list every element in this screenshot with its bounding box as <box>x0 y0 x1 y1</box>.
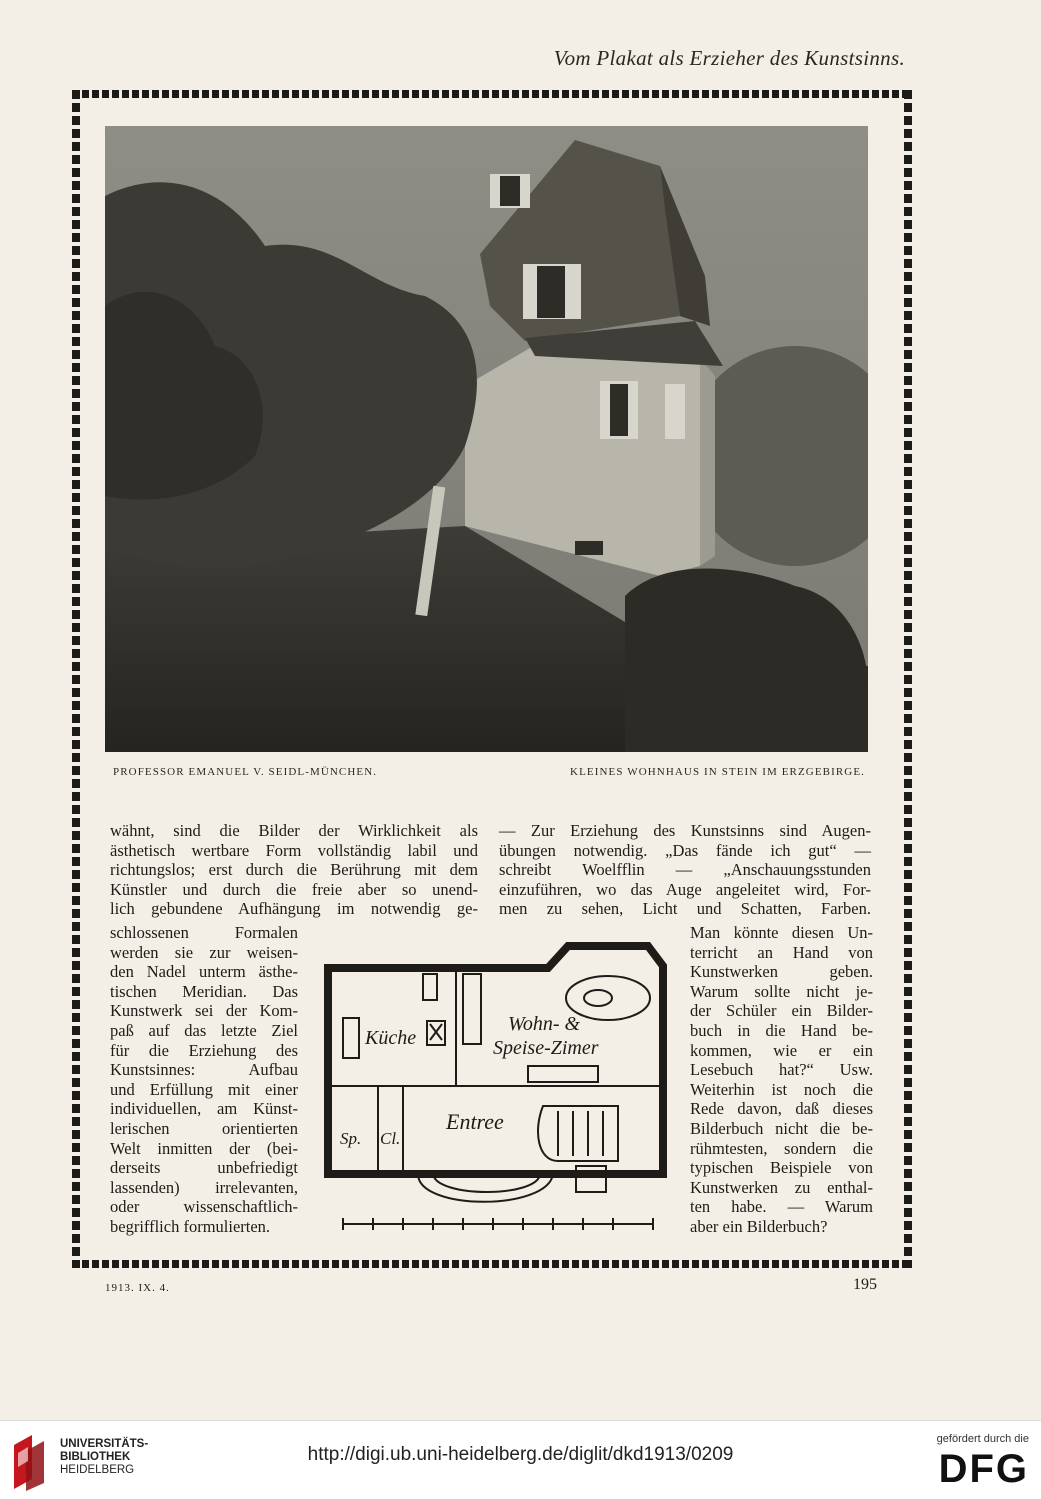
text-line: schlossenen Formalen <box>110 923 298 942</box>
text-line: Warum sollte nicht je- <box>690 981 873 1001</box>
frame-bottom-border <box>72 1260 912 1268</box>
plan-label-kitchen: Küche <box>365 1027 417 1049</box>
text-line: Rede davon, daß dieses <box>690 1099 873 1119</box>
frame-right-border <box>904 90 912 1268</box>
text-line: Kunstwerken zu enthal- <box>690 1177 873 1197</box>
photo-caption-architect: PROFESSOR EMANUEL V. SEIDL-MÜNCHEN. <box>113 766 378 778</box>
text-line: Kunstwerk sei der Kom- <box>110 1001 298 1021</box>
text-line: den Nadel unterm ästhe- <box>110 962 298 982</box>
plan-label-closet: Cl. <box>380 1129 401 1148</box>
text-line: Kunstsinnes: Aufbau <box>110 1060 298 1080</box>
plan-label-living-2: Speise-Zimer <box>493 1037 599 1059</box>
photo-caption-title: KLEINES WOHNHAUS IN STEIN IM ERZGEBIRGE. <box>570 766 865 778</box>
house-photograph <box>105 126 868 752</box>
text-line: begrifflich formulierten. <box>110 1216 271 1236</box>
text-line: individuellen, am Künst- <box>110 1099 298 1119</box>
text-line: übungen notwendig. „Das fände ich gut“ — <box>499 840 871 860</box>
library-name-line: UNIVERSITÄTS- <box>60 1438 149 1450</box>
text-line: terricht an Hand von <box>690 942 873 962</box>
text-line: Kunstwerken geben. <box>690 962 873 982</box>
page-number: 195 <box>853 1276 877 1293</box>
left-column-full-width-text <box>110 821 478 919</box>
plan-label-pantry: Sp. <box>340 1129 362 1148</box>
issue-number: 1913. IX. 4. <box>105 1282 170 1294</box>
text-line: lassenden) irrelevanten, <box>110 1177 298 1197</box>
text-line: ästhetisch wertbare Form vollständig labil und <box>110 840 478 860</box>
text-line: Weiterhin ist noch die <box>690 1079 873 1099</box>
text-line: und Erfüllung mit einer <box>110 1079 298 1099</box>
text-line: einzuführen, wo das Auge angeleitet wird, For- <box>499 879 871 899</box>
text-line: Künstler und durch die freie aber so unend- <box>110 879 478 899</box>
digital-copy-link[interactable]: http://digi.ub.uni-heidelberg.de/diglit/dkd1913/0209 <box>307 1444 734 1465</box>
text-line: tischen Meridian. Das <box>110 981 298 1001</box>
plan-label-living-1: Wohn- & <box>508 1013 581 1035</box>
text-line: Lesebuch hat?“ Usw. <box>690 1060 873 1080</box>
text-line: Bilderbuch nicht die be- <box>690 1118 873 1138</box>
text-line: derseits unbefriedigt <box>110 1158 298 1178</box>
floor-plan <box>318 926 680 1232</box>
library-name-line: BIBLIOTHEK <box>60 1451 131 1463</box>
text-line: buch in die Hand be- <box>690 1020 873 1040</box>
running-head: Vom Plakat als Erzieher des Kunstsinns. <box>553 46 905 70</box>
text-line: schreibt Woelfflin — „Anschauungsstunden <box>499 860 871 880</box>
plan-label-entry: Entree <box>446 1109 504 1134</box>
text-line: der Schüler ein Bilder- <box>690 1001 873 1021</box>
dfg-logo: DFG <box>938 1447 1029 1491</box>
funded-by-label: gefördert durch die <box>936 1433 1029 1445</box>
text-line: rühmtesten, sondern die <box>690 1138 873 1158</box>
text-line: oder wissenschaftlich- <box>110 1197 298 1217</box>
text-line: kommen, wie er ein <box>690 1040 873 1060</box>
frame-left-border <box>72 90 80 1268</box>
library-name-line: HEIDELBERG <box>60 1464 135 1476</box>
digitization-footer <box>0 1420 1041 1499</box>
right-column-narrow-text <box>690 923 873 1237</box>
text-line: lerischen orientierten <box>110 1118 298 1138</box>
text-line: Welt inmitten der (bei- <box>110 1138 298 1158</box>
text-line: — Zur Erziehung des Kunstsinns sind Augen- <box>499 821 871 840</box>
text-line: richtungslos; erst durch die Berührung mit dem <box>110 860 478 880</box>
text-line: ten habe. — Warum <box>690 1197 873 1217</box>
text-line: Man könnte diesen Un- <box>690 923 873 942</box>
text-line: lich gebundene Aufhängung im notwendig ge- <box>110 899 478 919</box>
text-line: aber ein Bilderbuch? <box>690 1216 828 1236</box>
text-line: typischen Beispiele von <box>690 1158 873 1178</box>
text-line: men zu sehen, Licht und Schatten, Farben. <box>499 899 871 919</box>
frame-top-border <box>72 90 912 98</box>
text-line: wähnt, sind die Bilder der Wirklichkeit als <box>110 821 478 840</box>
text-line: werden sie zur weisen- <box>110 942 298 962</box>
text-line: paß auf das letzte Ziel <box>110 1020 298 1040</box>
text-line: für die Erziehung des <box>110 1040 298 1060</box>
left-column-narrow-text <box>110 923 298 1237</box>
right-column-full-width-text <box>499 821 871 919</box>
